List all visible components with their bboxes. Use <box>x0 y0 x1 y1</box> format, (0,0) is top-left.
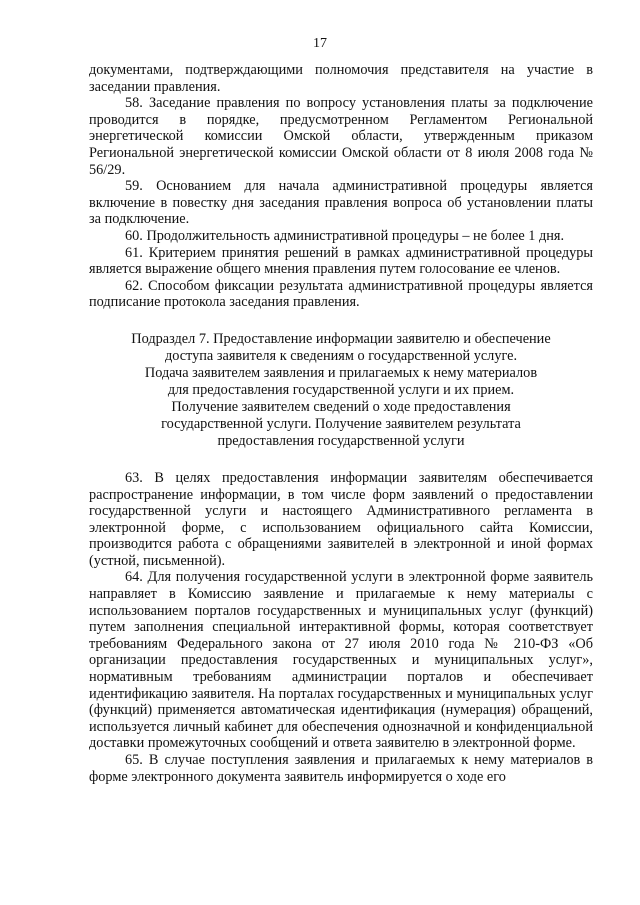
heading-line: Получение заявителем сведений о ходе предоставления <box>171 398 511 415</box>
paragraph-61: 61. Критерием принятия решений в рамках административной процедуры является выражение общего мнения правления путем голосование ее членов. <box>89 244 593 278</box>
heading-line: предоставления государственной услуги <box>217 432 465 449</box>
paragraph-continuation: документами, подтверждающими полномочия представителя на участие в заседании правления. <box>89 62 593 95</box>
paragraph-59: 59. Основанием для начала административной процедуры является включение в повестку дня заседания правления вопроса об установлении платы за подключение. <box>89 178 593 228</box>
paragraph-62: 62. Способом фиксации результата административной процедуры является подписание протокола заседания правления. <box>89 277 593 311</box>
heading-line: государственной услуги. Получение заявителем результата <box>161 415 521 432</box>
paragraph-60: 60. Продолжительность административной процедуры – не более 1 дня. <box>125 227 565 244</box>
paragraph-58: 58. Заседание правления по вопросу установления платы за подключение проводится в порядке, предусмотренном Регламентом Региональной энергетической комиссии Омской области, утвержденным приказом Региональной энергетической комиссии Омской области от 8 июля 2008 года № 56/29. <box>89 95 593 178</box>
heading-line: Подача заявителем заявления и прилагаемых к нему материалов <box>144 364 538 381</box>
paragraph-64: 64. Для получения государственной услуги в электронной форме заявитель направляет в Комиссию заявление и прилагаемые к нему материалы с использованием порталов государственных и муниципальных услуг (функций) путем заполнения специальной интерактивной формы, которая соответствует требованиям Федерального закона от 27 июля 2010 года № 210-ФЗ «Об организации предоставления государственных и муниципальных услуг», нормативным требованиям администрации порталов и обеспечивает идентификацию заявителя. На порталах государственных и муниципальных услуг (функций) применяется автоматическая идентификация (нумерация) обращений, используется личный кабинет для обеспечения однозначной и конфиденциальной доставки промежуточных сообщений и ответа заявителю в электронной форме. <box>89 569 593 752</box>
paragraph-65: 65. В случае поступления заявления и прилагаемых к нему материалов в форме электронного документа заявитель информируется о ходе его <box>89 752 593 785</box>
document-body <box>89 62 593 785</box>
page-number: 17 <box>313 36 327 51</box>
paragraph-63: 63. В целях предоставления информации заявителям обеспечивается распространение информации, в том числе форм заявлений о предоставлении государственной услуги и настоящего Административного регламента в электронной форме, с использованием официального сайта Комиссии, производится работа с обращениями заявителей в электронной и иной формах (устной, письменной). <box>89 469 593 569</box>
heading-line: доступа заявителя к сведениям о государственной услуге. <box>164 347 518 364</box>
heading-line: Подраздел 7. Предоставление информации заявителю и обеспечение <box>131 330 551 347</box>
heading-line: для предоставления государственной услуги и их прием. <box>167 381 515 398</box>
subsection-heading <box>89 331 593 450</box>
